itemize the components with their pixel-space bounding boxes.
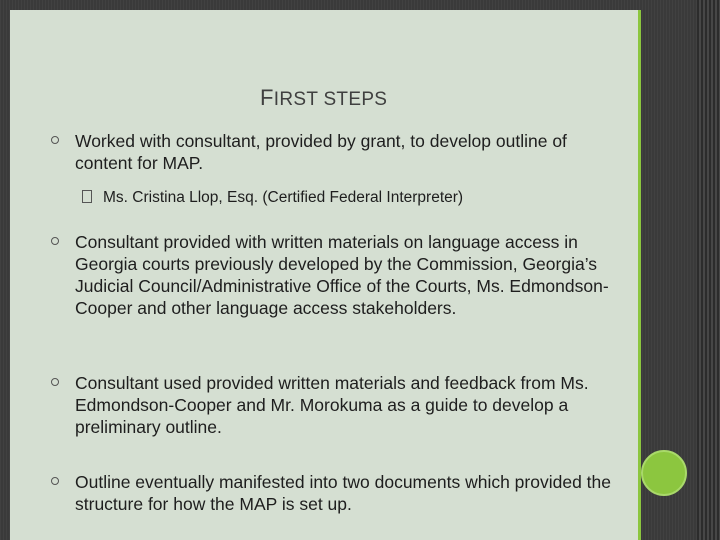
- bullet-item: [51, 372, 611, 438]
- bullet-item: [51, 231, 611, 319]
- bullet-circle-icon: [51, 477, 59, 485]
- bullet-text: Consultant provided with written materials on language access in Georgia courts previously developed by the Commission, Georgia’s Judicial Council/Administrative Office of the Courts, Ms. Edmondson-Cooper and other language access stakeholders.: [75, 232, 609, 318]
- sub-bullet-text: Ms. Cristina Llop, Esq. (Certified Federal Interpreter): [103, 189, 464, 206]
- bullet-circle-icon: [51, 136, 59, 144]
- bullet-circle-icon: [51, 237, 59, 245]
- slide-title: [260, 85, 387, 111]
- accent-vertical-rule: [638, 10, 641, 540]
- bullet-text: Consultant used provided written materials and feedback from Ms. Edmondson-Cooper and Mr. Morokuma as a guide to develop a preliminary outline.: [75, 373, 589, 437]
- bullet-text: Worked with consultant, provided by grant, to develop outline of content for MAP.: [75, 131, 567, 173]
- title-initial: F: [260, 85, 274, 110]
- bullet-item: [51, 130, 611, 174]
- slide-content-panel: [10, 10, 638, 540]
- bullet-item: [51, 471, 611, 515]
- title-rest: IRST STEPS: [273, 89, 388, 110]
- sub-bullet-item: [82, 188, 622, 208]
- accent-circle-decoration: [641, 450, 687, 496]
- bullet-circle-icon: [51, 378, 59, 386]
- bullet-text: Outline eventually manifested into two documents which provided the structure for how the MAP is set up.: [75, 472, 611, 514]
- sub-bullet-box-icon: [82, 190, 92, 203]
- right-stripe-decoration: [697, 0, 720, 540]
